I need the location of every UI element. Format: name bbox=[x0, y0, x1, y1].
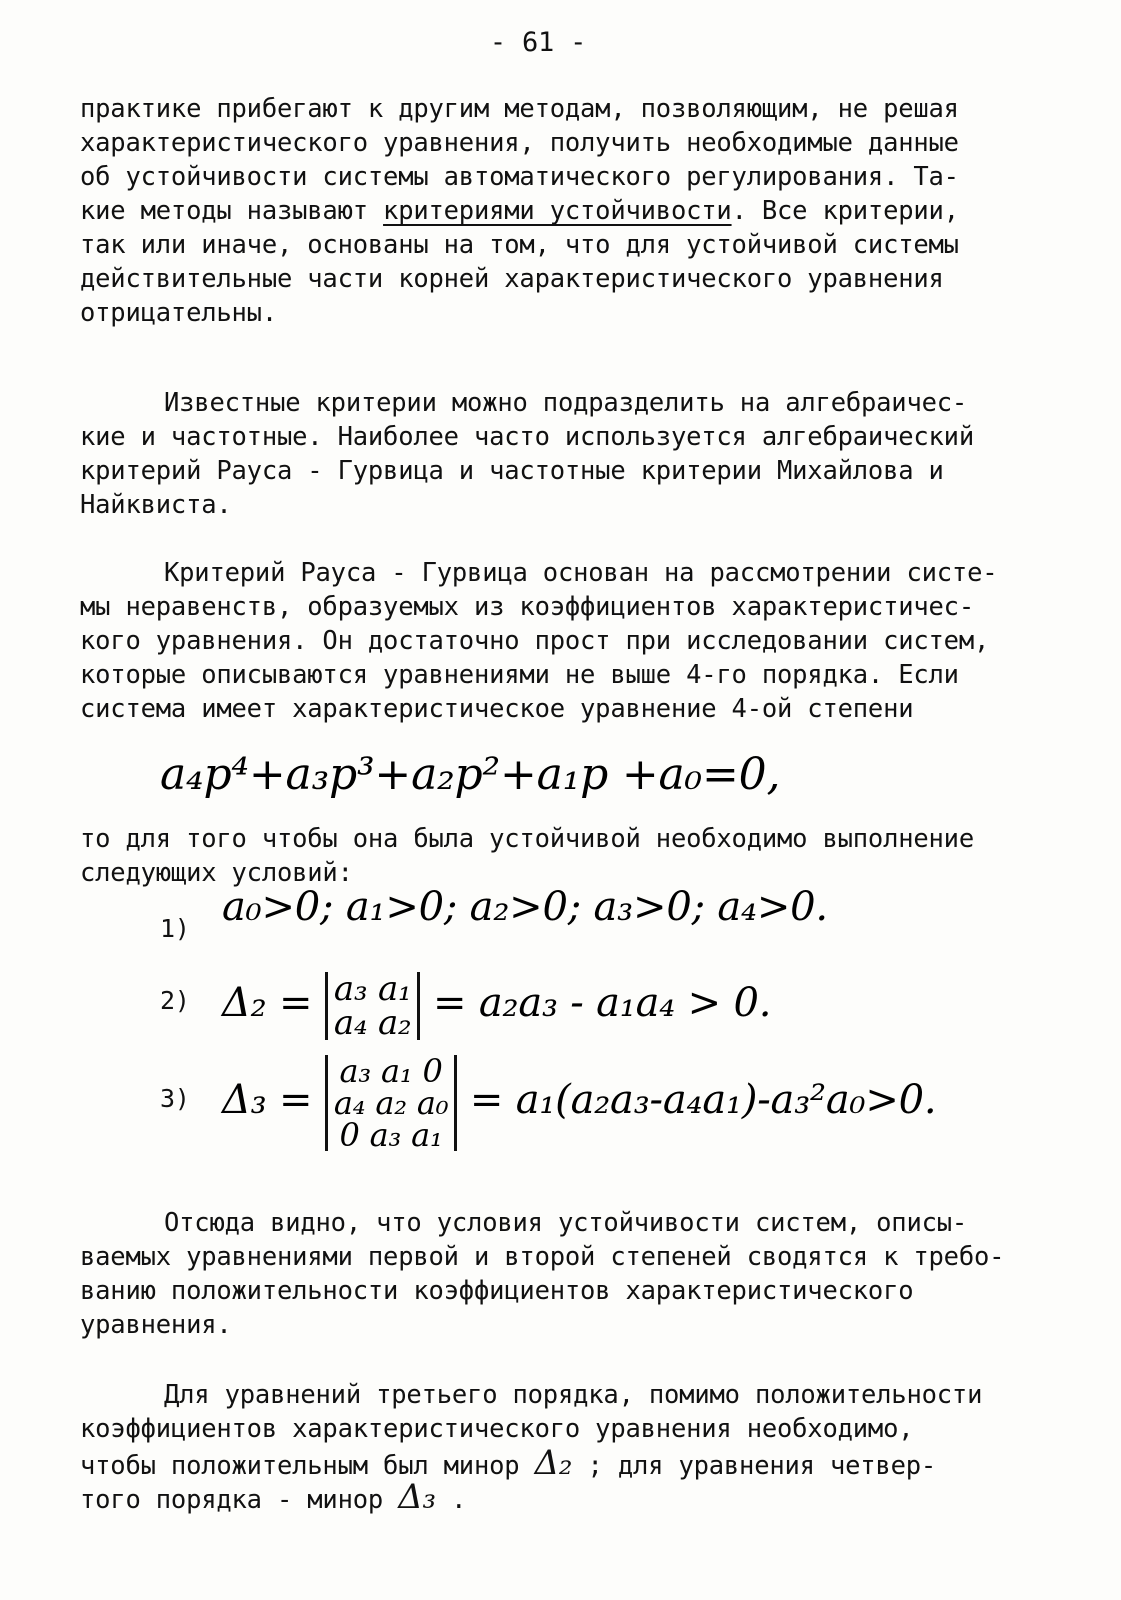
delta3-lhs: Δ₃ = bbox=[222, 1077, 313, 1123]
delta2-rhs: = a₂a₃ - a₁a₄ > 0. bbox=[433, 980, 772, 1026]
determinant-row: a₄ a₂ bbox=[333, 1003, 412, 1043]
text-line: характеристического уравнения, получить необходимые данные bbox=[80, 128, 959, 158]
minor-delta2: Δ₂ bbox=[534, 1443, 573, 1483]
text-line: Найквиста. bbox=[80, 490, 232, 520]
text-line: коэффициентов характеристического уравнения необходимо, bbox=[80, 1414, 914, 1444]
paragraph-higher-order bbox=[80, 1378, 1070, 1517]
condition-1-formula: a₀>0; a₁>0; a₂>0; a₃>0; a₄>0. bbox=[222, 884, 828, 930]
text-fragment: того порядка - минор bbox=[80, 1485, 399, 1515]
condition-label-3: 3) bbox=[160, 1084, 190, 1113]
text-line: следующих условий: bbox=[80, 858, 353, 888]
determinant-row: a₄ a₂ a₀ bbox=[333, 1084, 449, 1122]
minor-delta3: Δ₃ bbox=[398, 1477, 436, 1517]
condition-2-formula bbox=[222, 969, 772, 1043]
text-fragment: чтобы положительным был минор bbox=[80, 1451, 535, 1481]
text-line: Критерий Рауса - Гурвица основан на рассмотрении систе- bbox=[164, 558, 998, 588]
condition-label-1: 1) bbox=[160, 914, 190, 943]
determinant-row: 0 a₃ a₁ bbox=[339, 1116, 443, 1154]
text-line: то для того чтобы она была устойчивой необходимо выполнение bbox=[80, 824, 974, 854]
text-line: кого уравнения. Он достаточно прост при исследовании систем, bbox=[80, 626, 990, 656]
determinant-3x3 bbox=[325, 1052, 457, 1154]
text-line: Отсюда видно, что условия устойчивости систем, описы- bbox=[164, 1208, 968, 1238]
text-line: Известные критерии можно подразделить на алгебраичес- bbox=[164, 388, 968, 418]
paragraph-conditions-intro bbox=[80, 822, 1070, 890]
paragraph-routh-hurwitz bbox=[80, 556, 1070, 726]
text-line: кие и частотные. Наиболее часто используется алгебраический bbox=[80, 422, 974, 452]
paragraph-criteria-types bbox=[80, 386, 1070, 522]
page-number: - 61 - bbox=[489, 27, 587, 58]
condition-label-2: 2) bbox=[160, 986, 190, 1015]
text-line: Для уравнений третьего порядка, помимо положительности bbox=[164, 1380, 983, 1410]
text-fragment: . bbox=[436, 1485, 467, 1515]
text-fragment: кие методы называют bbox=[80, 196, 384, 226]
text-fragment: . Все критерии, bbox=[731, 196, 959, 226]
text-line: отрицательны. bbox=[80, 298, 277, 328]
text-line: ваемых уравнениями первой и второй степеней сводятся к требо- bbox=[80, 1242, 1005, 1272]
condition-3-formula bbox=[222, 1052, 937, 1154]
text-line: критерий Рауса - Гурвица и частотные критерии Михайлова и bbox=[80, 456, 944, 486]
text-line: которые описываются уравнениями не выше 4-го порядка. Если bbox=[80, 660, 959, 690]
text-line: так или иначе, основаны на том, что для устойчивой системы bbox=[80, 230, 959, 260]
paragraph-low-order bbox=[80, 1206, 1070, 1342]
text-line: ванию положительности коэффициентов характеристического bbox=[80, 1276, 914, 1306]
text-fragment: ; для уравнения четвер- bbox=[572, 1451, 937, 1481]
determinant-2x2 bbox=[325, 969, 421, 1043]
characteristic-equation: a₄p⁴+a₃p³+a₂p²+a₁p +a₀=0, bbox=[160, 749, 781, 800]
delta3-rhs: = a₁(a₂a₃-a₄a₁)-a₃²a₀>0. bbox=[469, 1077, 937, 1123]
text-line bbox=[80, 1477, 1070, 1517]
text-line bbox=[80, 194, 1070, 228]
determinant-row: a₃ a₁ 0 bbox=[339, 1052, 443, 1090]
text-line: практике прибегают к другим методам, позволяющим, не решая bbox=[80, 94, 959, 124]
text-line: действительные части корней характеристического уравнения bbox=[80, 264, 944, 294]
underlined-term: критериями устойчивости bbox=[383, 196, 732, 226]
text-line: мы неравенств, образуемых из коэффициентов характеристичес- bbox=[80, 592, 974, 622]
text-line bbox=[80, 1443, 1070, 1483]
text-line: уравнения. bbox=[80, 1310, 232, 1340]
delta2-lhs: Δ₂ = bbox=[222, 980, 313, 1026]
paragraph-intro bbox=[80, 92, 1070, 330]
determinant-row: a₃ a₁ bbox=[333, 969, 412, 1009]
text-line: об устойчивости системы автоматического регулирования. Та- bbox=[80, 162, 959, 192]
text-line: система имеет характеристическое уравнение 4-ой степени bbox=[80, 694, 914, 724]
